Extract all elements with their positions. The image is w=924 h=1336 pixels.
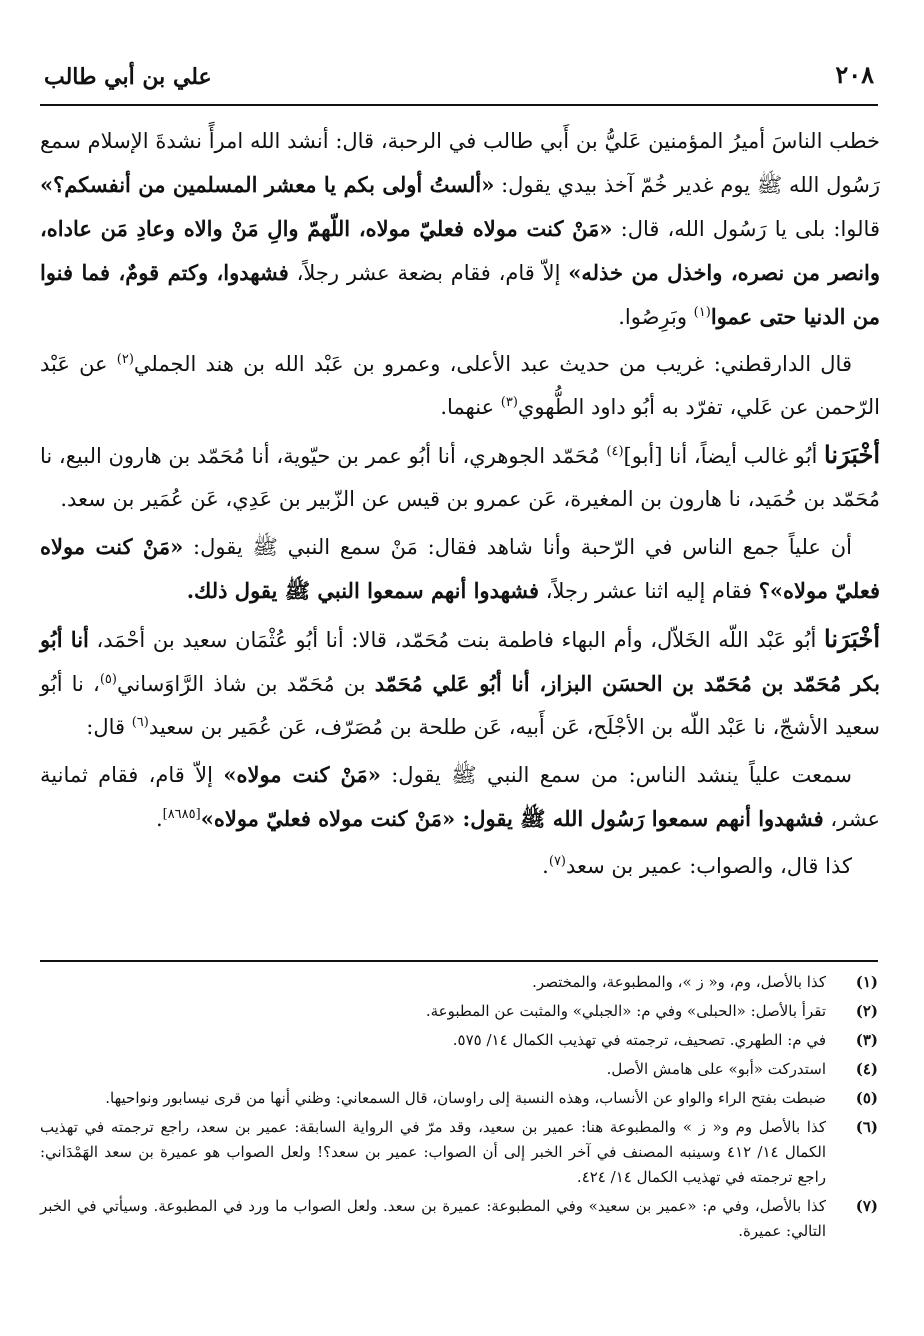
paragraph-3 [40, 433, 880, 521]
text-run: عنهما. [440, 395, 501, 419]
hadith-quote: «ألستُ أولى بكم يا معشر المسلمين من أنفسكم؟» [40, 172, 495, 197]
footnote-number: (١) [855, 973, 878, 991]
footnote-number: (٦) [855, 1118, 878, 1136]
text-run: بن مُحَمّد بن شاذ الرَّاوَساني [116, 672, 375, 696]
paragraph-7 [40, 845, 880, 888]
hadith-quote: «مَنْ كنت مولاه فعليّ مولاه»؟ [40, 534, 880, 603]
text-run: قالوا: بلى يا رَسُول الله، قال: [612, 217, 880, 241]
paragraph-1 [40, 120, 880, 339]
footnote [40, 970, 878, 995]
paragraph-2 [40, 343, 880, 429]
text-run: سمعت علياً ينشد الناس: من سمع النبي ﷺ يقول: [380, 763, 852, 787]
footnote [40, 1057, 878, 1082]
footnote-ref-2: (٢) [116, 352, 134, 367]
text-run: . [155, 807, 163, 831]
footnote-number: (٧) [855, 1197, 878, 1215]
footnote [40, 1028, 878, 1053]
paragraph-6 [40, 753, 880, 841]
text-run: إلاّ قام، فقام ثمانية عشر، [40, 763, 880, 831]
footnote-ref-6: (٦) [131, 715, 149, 730]
hadith-quote: «مَنْ كنت مولاه» [223, 762, 381, 787]
paragraph-5 [40, 617, 880, 749]
text-run: إلاّ قام، فقام بضعة عشر رجلاً، [288, 261, 569, 285]
text-run: ، نا أبُو سعيد الأشجّ، نا عَبْد اللّه بن الأجْلَح، عَن أَبيه، عَن طلحة بن مُصَرّف، عَن عُمَير بن سعيد [40, 672, 880, 739]
text-run: كذا قال، والصواب: عمير بن سعد [566, 854, 852, 878]
footnote-ref-5: (٥) [99, 672, 117, 687]
page-header [40, 58, 878, 106]
paragraph-4 [40, 525, 880, 613]
text-run: مُحَمّد الجوهري، أنا أبُو عمر بن حيّوية، أنا مُحَمّد بن هارون البيع، نا مُحَمّد بن حُمَيد، نا هارون بن المغيرة، عَن عمرو بن قيس عن الزّبير بن عَدِي، عَن عُمَير بن سعد. [40, 444, 880, 511]
footnote-ref-7: (٧) [548, 854, 566, 869]
footnote [40, 1194, 878, 1244]
bold-run: فشهدوا، وكتم قومٌ، فما فنوا من الدنيا حتى عموا [40, 260, 880, 329]
running-title: علي بن أبي طالب [44, 64, 212, 90]
bold-run: أنا أبُو بكر مُحَمّد بن مُحَمّد بن الحسَن البزاز، أنا أبُو عَلي مُحَمّد [40, 627, 880, 696]
footnote-number: (٢) [855, 1002, 878, 1020]
footnote-number: (٤) [855, 1060, 878, 1078]
bold-run: فشهدوا أنهم سمعوا النبي ﷺ يقول ذلك. [186, 578, 540, 603]
footnote-number: (٥) [855, 1089, 878, 1107]
footnote-text: كذا بالأصل، وفي م: «عمير بن سعيد» وفي المطبوعة: عميرة بن سعد. ولعل الصواب ما ورد في المطبوعة. وسيأتي في الخبر التالي: عميرة. [40, 1197, 826, 1240]
footnote-text: استدركت «أبو» على هامش الأصل. [606, 1060, 826, 1078]
text-run: أبُو غالب أيضاً، أنا [أبو] [623, 444, 824, 468]
footnotes [40, 970, 878, 1248]
akhbarana-marker: أخْبَرَنا [824, 440, 880, 469]
text-run: خطب الناسَ أميرُ المؤمنين عَليُّ بن أَبي طالب في الرحبة، قال: أنشد الله امرأً نشدةَ الإسلام سمع رَسُول الله ﷺ يوم غدير خُمّ آخذ بيدي يقول: [40, 129, 880, 197]
bold-run: فشهدوا أنهم سمعوا رَسُول الله ﷺ يقول: «مَنْ كنت مولاه فعليّ مولاه» [200, 806, 824, 831]
akhbarana-marker: أخْبَرَنا [824, 624, 880, 653]
footnote-ref-4: (٤) [606, 444, 624, 459]
main-text [40, 120, 880, 892]
footnote [40, 1115, 878, 1190]
footnote-separator [40, 960, 878, 962]
footnote-text: كذا بالأصل، وم، و« ز »، والمطبوعة، والمختصر. [532, 973, 826, 991]
text-run: أن علياً جمع الناس في الرّحبة وأنا شاهد فقال: مَنْ سمع النبي ﷺ يقول: [183, 535, 852, 559]
text-run: . [542, 854, 549, 878]
text-run: قال الدارقطني: غريب من حديث عبد الأعلى، وعمرو بن عَبْد الله بن هند الجملي [133, 352, 852, 376]
text-run: فقام إليه اثنا عشر رجلاً، [539, 579, 759, 603]
footnote [40, 1086, 878, 1111]
footnote-number: (٣) [855, 1031, 878, 1049]
footnote-text: كذا بالأصل وم و« ز » والمطبوعة هنا: عمير بن سعيد، وقد مرّ في الرواية السابقة: عمير بن سعد، راجع ترجمته في تهذيب الكمال ١٤/ ٤١٢ وسينبه المصنف في آخر الخبر إلى أن الصواب: عمير بن سعد؟! ولعل الصواب هو عميرة بن سعد الهَمْدَاني: راجع ترجمته في تهذيب الكمال ١٤/ ٤٢٤. [40, 1118, 826, 1186]
text-run: وبَرِصُوا. [618, 305, 694, 329]
footnote-ref-1: (١) [693, 305, 711, 320]
footnote-text: تقرأ بالأصل: «الحبلى» وفي م: «الجبلي» والمثبت عن المطبوعة. [425, 1002, 826, 1020]
text-run: قال: [86, 715, 132, 739]
text-run: أبُو عَبْد اللّه الخَلاّل، وأم البهاء فاطمة بنت مُحَمّد، قالا: أنا أبُو عُثْمَان سعيد بن أحْمَد، [88, 628, 824, 652]
footnote-text: ضبطت بفتح الراء والواو عن الأنساب، وهذه النسبة إلى راوسان، قال السمعاني: وظني أنها من قرى نيسابور ونواحيها. [105, 1089, 826, 1107]
page-number: ٢٠٨ [835, 60, 874, 89]
text-run: عن عَبْد الرّحمن عن عَلي، تفرّد به أبُو داود الطُّهوي [40, 352, 880, 419]
footnote-ref-3: (٣) [500, 395, 518, 410]
footnote [40, 999, 878, 1024]
footnote-text: في م: الطهري. تصحيف، ترجمته في تهذيب الكمال ١٤/ ٥٧٥. [452, 1031, 826, 1049]
hadith-quote: «مَنْ كنت مولاه فعليّ مولاه، اللّهمّ والِ مَنْ والاه وعادِ مَن عاداه، وانصر من نصره، واخذل من خذله» [40, 216, 881, 285]
hadith-number: [٨٦٨٥] [162, 807, 201, 822]
